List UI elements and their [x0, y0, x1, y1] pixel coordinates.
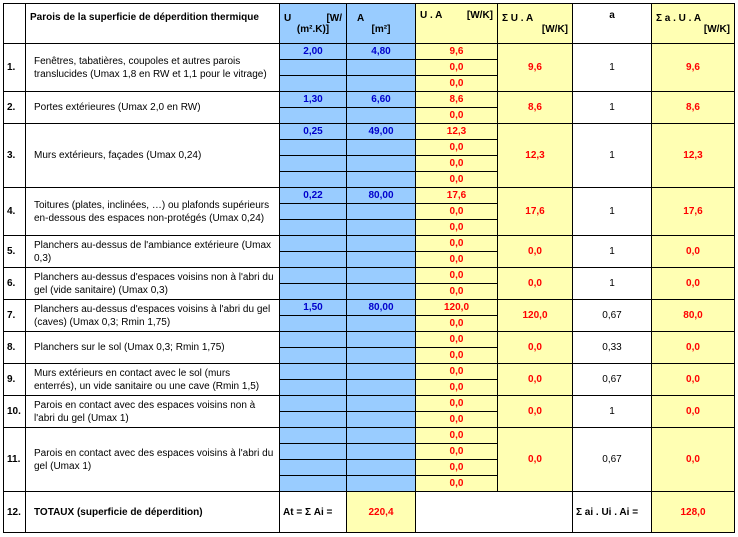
ua-value-text: 0,0 [449, 446, 464, 457]
u-input[interactable] [280, 348, 347, 364]
u-input[interactable] [280, 476, 347, 492]
ua-value-text: 0,0 [449, 174, 464, 185]
row-number [4, 92, 26, 124]
sum-ua-value-text: 0,0 [528, 454, 542, 465]
sum-aua-value-text: 0,0 [686, 342, 700, 353]
a-factor-value-text: 1 [609, 102, 615, 113]
ua-value [416, 172, 498, 188]
sum-aua-value [652, 44, 735, 92]
row-number [4, 188, 26, 236]
row-label-text: Toitures (plates, inclinées, …) ou plafonds supérieurs en-dessous des espaces non-protégés (Umax 0,24) [34, 199, 270, 224]
a-input[interactable] [347, 300, 416, 316]
a-input[interactable] [347, 220, 416, 236]
row-label [26, 300, 280, 332]
ua-value-text: 0,0 [449, 142, 464, 153]
row-number-text: 3. [7, 150, 16, 161]
sum-ua-value-text: 0,0 [528, 342, 542, 353]
row-number [4, 428, 26, 492]
sum-aua-value [652, 268, 735, 300]
sum-ua-value-text: 0,0 [528, 278, 542, 289]
sum-ua-value [498, 332, 573, 364]
u-input[interactable] [280, 460, 347, 476]
a-factor-value-text: 0,67 [602, 310, 622, 321]
ua-value [416, 300, 498, 316]
a-factor-value [573, 188, 652, 236]
u-input[interactable] [280, 60, 347, 76]
header-a-unit: [m²] [371, 23, 391, 35]
sum-ua-value [498, 268, 573, 300]
u-input-text: 0,25 [303, 126, 323, 137]
a-input[interactable] [347, 188, 416, 204]
row-label [26, 44, 280, 92]
a-input[interactable] [347, 156, 416, 172]
ua-value [416, 220, 498, 236]
u-input[interactable] [280, 92, 347, 108]
ua-value [416, 124, 498, 140]
a-input[interactable] [347, 172, 416, 188]
a-input-text: 80,00 [368, 190, 394, 201]
sum-aua-value [652, 364, 735, 396]
header-title: Parois de la superficie de déperdition thermique [30, 12, 259, 23]
a-factor-value-text: 1 [609, 246, 615, 257]
ua-value [416, 92, 498, 108]
a-factor-value [573, 364, 652, 396]
a-input[interactable] [347, 460, 416, 476]
a-input[interactable] [347, 316, 416, 332]
row-number [4, 332, 26, 364]
u-input[interactable] [280, 316, 347, 332]
ua-value-text: 0,0 [449, 238, 464, 249]
ua-value-text: 0,0 [449, 398, 464, 409]
row-number-text: 9. [7, 374, 16, 385]
header-ua-cell [416, 4, 498, 44]
a-factor-value-text: 0,67 [602, 374, 622, 385]
row-label-text: Planchers au-dessus de l'ambiance extérieure (Umax 0,3) [34, 239, 272, 264]
row-label [26, 268, 280, 300]
ua-value [416, 60, 498, 76]
u-input[interactable] [280, 332, 347, 348]
a-factor-value [573, 92, 652, 124]
ua-value-text: 0,0 [449, 462, 464, 473]
ua-value [416, 396, 498, 412]
u-input[interactable] [280, 76, 347, 92]
ua-value [416, 156, 498, 172]
row-number-text: 1. [7, 62, 16, 73]
row-label [26, 396, 280, 428]
a-factor-value [573, 124, 652, 188]
a-input[interactable] [347, 380, 416, 396]
u-input[interactable] [280, 300, 347, 316]
u-input-text: 2,00 [303, 46, 323, 57]
totals-label-text: TOTAUX (superficie de déperdition) [34, 506, 203, 518]
u-input[interactable] [280, 236, 347, 252]
row-label-text: Portes extérieures (Umax 2,0 en RW) [34, 102, 201, 113]
sum-ua-value [498, 188, 573, 236]
ua-value [416, 236, 498, 252]
header-sum-ua-symbol: Σ U . A [502, 12, 534, 24]
ua-value [416, 316, 498, 332]
a-factor-value [573, 300, 652, 332]
totals-number-text: 12. [7, 506, 21, 518]
aua-value-text: 128,0 [680, 506, 706, 518]
header-sum-ua-unit: [W/K] [541, 23, 568, 35]
u-input[interactable] [280, 204, 347, 220]
ua-value-text: 0,0 [449, 414, 464, 425]
header-title-cell [26, 4, 280, 44]
row-number-text: 11. [7, 454, 21, 465]
row-number [4, 396, 26, 428]
ua-value [416, 252, 498, 268]
ua-value-text: 0,0 [449, 350, 464, 361]
a-factor-value-text: 1 [609, 406, 615, 417]
a-factor-value [573, 236, 652, 268]
row-label [26, 364, 280, 396]
sum-ua-value-text: 0,0 [528, 406, 542, 417]
a-input[interactable] [347, 284, 416, 300]
row-label [26, 92, 280, 124]
ua-value [416, 76, 498, 92]
sum-ua-value-text: 8,6 [528, 102, 542, 113]
u-input[interactable] [280, 396, 347, 412]
header-sum-aua-symbol: Σ a . U . A [656, 12, 702, 24]
a-factor-value-text: 1 [609, 278, 615, 289]
sum-ua-value [498, 428, 573, 492]
sum-aua-value-text: 0,0 [686, 406, 700, 417]
u-input[interactable] [280, 108, 347, 124]
sum-aua-value [652, 188, 735, 236]
ua-value-text: 120,0 [443, 302, 470, 313]
row-label-text: Murs extérieurs, façades (Umax 0,24) [34, 150, 202, 161]
header-sum-ua-cell [498, 4, 573, 44]
a-factor-value [573, 332, 652, 364]
u-input[interactable] [280, 284, 347, 300]
u-input[interactable] [280, 44, 347, 60]
ua-value [416, 204, 498, 220]
u-input[interactable] [280, 124, 347, 140]
aua-label-text: Σ ai . Ui . Ai = [576, 506, 639, 518]
sum-ua-value [498, 92, 573, 124]
sum-ua-value-text: 9,6 [528, 62, 542, 73]
a-input[interactable] [347, 348, 416, 364]
sum-aua-value [652, 396, 735, 428]
a-factor-value [573, 268, 652, 300]
a-factor-value-text: 1 [609, 206, 615, 217]
u-input[interactable] [280, 364, 347, 380]
header-a-factor-cell [573, 4, 652, 44]
ua-value-text: 0,0 [449, 430, 464, 441]
header-u-unit-a: [W/ [326, 12, 342, 24]
sum-aua-value-text: 80,0 [683, 310, 703, 321]
header-u-symbol: U [284, 12, 292, 24]
at-value-text: 220,4 [368, 506, 394, 518]
totals-number [4, 492, 26, 533]
ua-value-text: 0,0 [449, 158, 464, 169]
row-number-text: 7. [7, 310, 16, 321]
ua-value-text: 0,0 [449, 478, 464, 489]
at-label-text: At = Σ Ai = [283, 506, 333, 518]
sum-ua-value [498, 236, 573, 268]
ua-value-text: 0,0 [449, 318, 464, 329]
deperdition-table [3, 3, 735, 533]
sum-aua-value [652, 92, 735, 124]
a-input[interactable] [347, 92, 416, 108]
u-input[interactable] [280, 412, 347, 428]
a-input[interactable] [347, 444, 416, 460]
sum-ua-value-text: 0,0 [528, 374, 542, 385]
sum-ua-value-text: 12,3 [525, 150, 545, 161]
sum-aua-value [652, 124, 735, 188]
sum-aua-value [652, 236, 735, 268]
ua-value [416, 268, 498, 284]
ua-value-text: 0,0 [449, 254, 464, 265]
a-input-text: 80,00 [368, 302, 394, 313]
sum-ua-value [498, 44, 573, 92]
totals-label [26, 492, 280, 533]
sum-ua-value [498, 300, 573, 332]
ua-value-text: 0,0 [449, 366, 464, 377]
ua-value-text: 0,0 [449, 286, 464, 297]
row-number [4, 44, 26, 92]
row-number-text: 8. [7, 342, 16, 353]
u-input[interactable] [280, 428, 347, 444]
row-number-text: 6. [7, 278, 16, 289]
u-input[interactable] [280, 188, 347, 204]
totals-empty-cell [416, 492, 573, 533]
row-label-text: Planchers au-dessus d'espaces voisins non à l'abri du gel (vide sanitaire) (Umax 0,3) [34, 271, 274, 296]
sum-aua-value [652, 300, 735, 332]
a-input[interactable] [347, 396, 416, 412]
a-input[interactable] [347, 236, 416, 252]
row-label [26, 428, 280, 492]
sum-aua-value-text: 17,6 [683, 206, 703, 217]
header-a-cell [347, 4, 416, 44]
header-num-cell [4, 4, 26, 44]
ua-value [416, 108, 498, 124]
sum-aua-value-text: 8,6 [686, 102, 700, 113]
sum-ua-value-text: 17,6 [525, 206, 545, 217]
sum-aua-value [652, 332, 735, 364]
row-label-text: Parois en contact avec des espaces voisins non à l'abri du gel (Umax 1) [34, 399, 256, 424]
row-label-text: Fenêtres, tabatières, coupoles et autres parois translucides (Umax 1,8 en RW et 1,1 pour le vitrage) [34, 55, 267, 80]
ua-value-text: 0,0 [449, 110, 464, 121]
row-number [4, 364, 26, 396]
sum-aua-value-text: 9,6 [686, 62, 700, 73]
a-factor-value-text: 1 [609, 62, 615, 73]
ua-value-text: 8,6 [449, 94, 464, 105]
sum-aua-value-text: 0,0 [686, 246, 700, 257]
ua-value [416, 332, 498, 348]
u-input-text: 1,50 [303, 302, 323, 313]
ua-value [416, 364, 498, 380]
ua-value-text: 9,6 [449, 46, 464, 57]
row-label [26, 188, 280, 236]
a-factor-value-text: 0,33 [602, 342, 622, 353]
at-label [280, 492, 347, 533]
sum-ua-value [498, 396, 573, 428]
ua-value [416, 460, 498, 476]
a-input[interactable] [347, 140, 416, 156]
u-input[interactable] [280, 380, 347, 396]
sum-ua-value-text: 0,0 [528, 246, 542, 257]
header-u-unit-b: (m².K)] [296, 23, 330, 35]
a-input[interactable] [347, 476, 416, 492]
row-number [4, 124, 26, 188]
row-label-text: Planchers sur le sol (Umax 0,3; Rmin 1,75) [34, 342, 225, 353]
sum-ua-value [498, 124, 573, 188]
ua-value [416, 476, 498, 492]
a-input-text: 6,60 [371, 94, 391, 105]
a-input[interactable] [347, 108, 416, 124]
a-factor-value [573, 396, 652, 428]
sum-ua-value [498, 364, 573, 396]
ua-value [416, 284, 498, 300]
header-u-cell [280, 4, 347, 44]
row-number-text: 4. [7, 206, 16, 217]
header-ua-unit: [W/K] [466, 10, 493, 21]
a-factor-value-text: 0,67 [602, 454, 622, 465]
row-number-text: 5. [7, 246, 16, 257]
a-input[interactable] [347, 76, 416, 92]
ua-value-text: 0,0 [449, 334, 464, 345]
u-input[interactable] [280, 140, 347, 156]
sum-aua-value-text: 0,0 [686, 374, 700, 385]
row-label-text: Parois en contact avec des espaces voisins à l'abri du gel (Umax 1) [34, 447, 274, 472]
a-input[interactable] [347, 428, 416, 444]
header-a-factor-symbol: a [609, 10, 615, 21]
ua-value [416, 348, 498, 364]
header-ua-symbol: U . A [420, 10, 443, 21]
sum-aua-value-text: 0,0 [686, 278, 700, 289]
a-input-text: 49,00 [368, 126, 394, 137]
aua-label [573, 492, 652, 533]
u-input[interactable] [280, 156, 347, 172]
ua-value [416, 380, 498, 396]
a-input[interactable] [347, 268, 416, 284]
sum-aua-value-text: 0,0 [686, 454, 700, 465]
ua-value-text: 17,6 [446, 190, 467, 201]
sum-aua-value [652, 428, 735, 492]
u-input-text: 1,30 [303, 94, 323, 105]
a-factor-value-text: 1 [609, 150, 615, 161]
row-number [4, 268, 26, 300]
u-input-text: 0,22 [303, 190, 323, 201]
row-number-text: 2. [7, 102, 16, 113]
ua-value [416, 44, 498, 60]
ua-value-text: 0,0 [449, 62, 464, 73]
a-factor-value [573, 428, 652, 492]
a-input[interactable] [347, 60, 416, 76]
header-sum-aua-cell [652, 4, 735, 44]
a-factor-value [573, 44, 652, 92]
u-input[interactable] [280, 268, 347, 284]
ua-value-text: 0,0 [449, 78, 464, 89]
row-label-text: Planchers au-dessus d'espaces voisins à l'abri du gel (caves) (Umax 0,3; Rmin 1,75) [34, 303, 271, 328]
a-input[interactable] [347, 124, 416, 140]
ua-value-text: 0,0 [449, 382, 464, 393]
u-input[interactable] [280, 172, 347, 188]
row-number-text: 10. [7, 406, 21, 417]
row-number [4, 300, 26, 332]
a-input[interactable] [347, 332, 416, 348]
ua-value-text: 0,0 [449, 206, 464, 217]
row-label [26, 236, 280, 268]
a-input-text: 4,80 [371, 46, 391, 57]
u-input[interactable] [280, 220, 347, 236]
ua-value [416, 140, 498, 156]
ua-value-text: 0,0 [449, 270, 464, 281]
ua-value [416, 444, 498, 460]
row-label-text: Murs extérieurs en contact avec le sol (murs enterrés), un vide sanitaire ou une cave (Rmin 1,5) [34, 367, 260, 392]
ua-value-text: 0,0 [449, 222, 464, 233]
header-a-symbol: A [357, 12, 365, 24]
header-sum-aua-unit: [W/K] [703, 23, 730, 35]
ua-value-text: 12,3 [446, 126, 467, 137]
row-label [26, 332, 280, 364]
ua-value [416, 188, 498, 204]
a-input[interactable] [347, 252, 416, 268]
a-input[interactable] [347, 412, 416, 428]
u-input[interactable] [280, 252, 347, 268]
u-input[interactable] [280, 444, 347, 460]
a-input[interactable] [347, 204, 416, 220]
a-input[interactable] [347, 364, 416, 380]
row-label [26, 124, 280, 188]
sum-ua-value-text: 120,0 [522, 310, 548, 321]
aua-value [652, 492, 735, 533]
ua-value [416, 428, 498, 444]
a-input[interactable] [347, 44, 416, 60]
ua-value [416, 412, 498, 428]
sum-aua-value-text: 12,3 [683, 150, 703, 161]
row-number [4, 236, 26, 268]
at-value [347, 492, 416, 533]
